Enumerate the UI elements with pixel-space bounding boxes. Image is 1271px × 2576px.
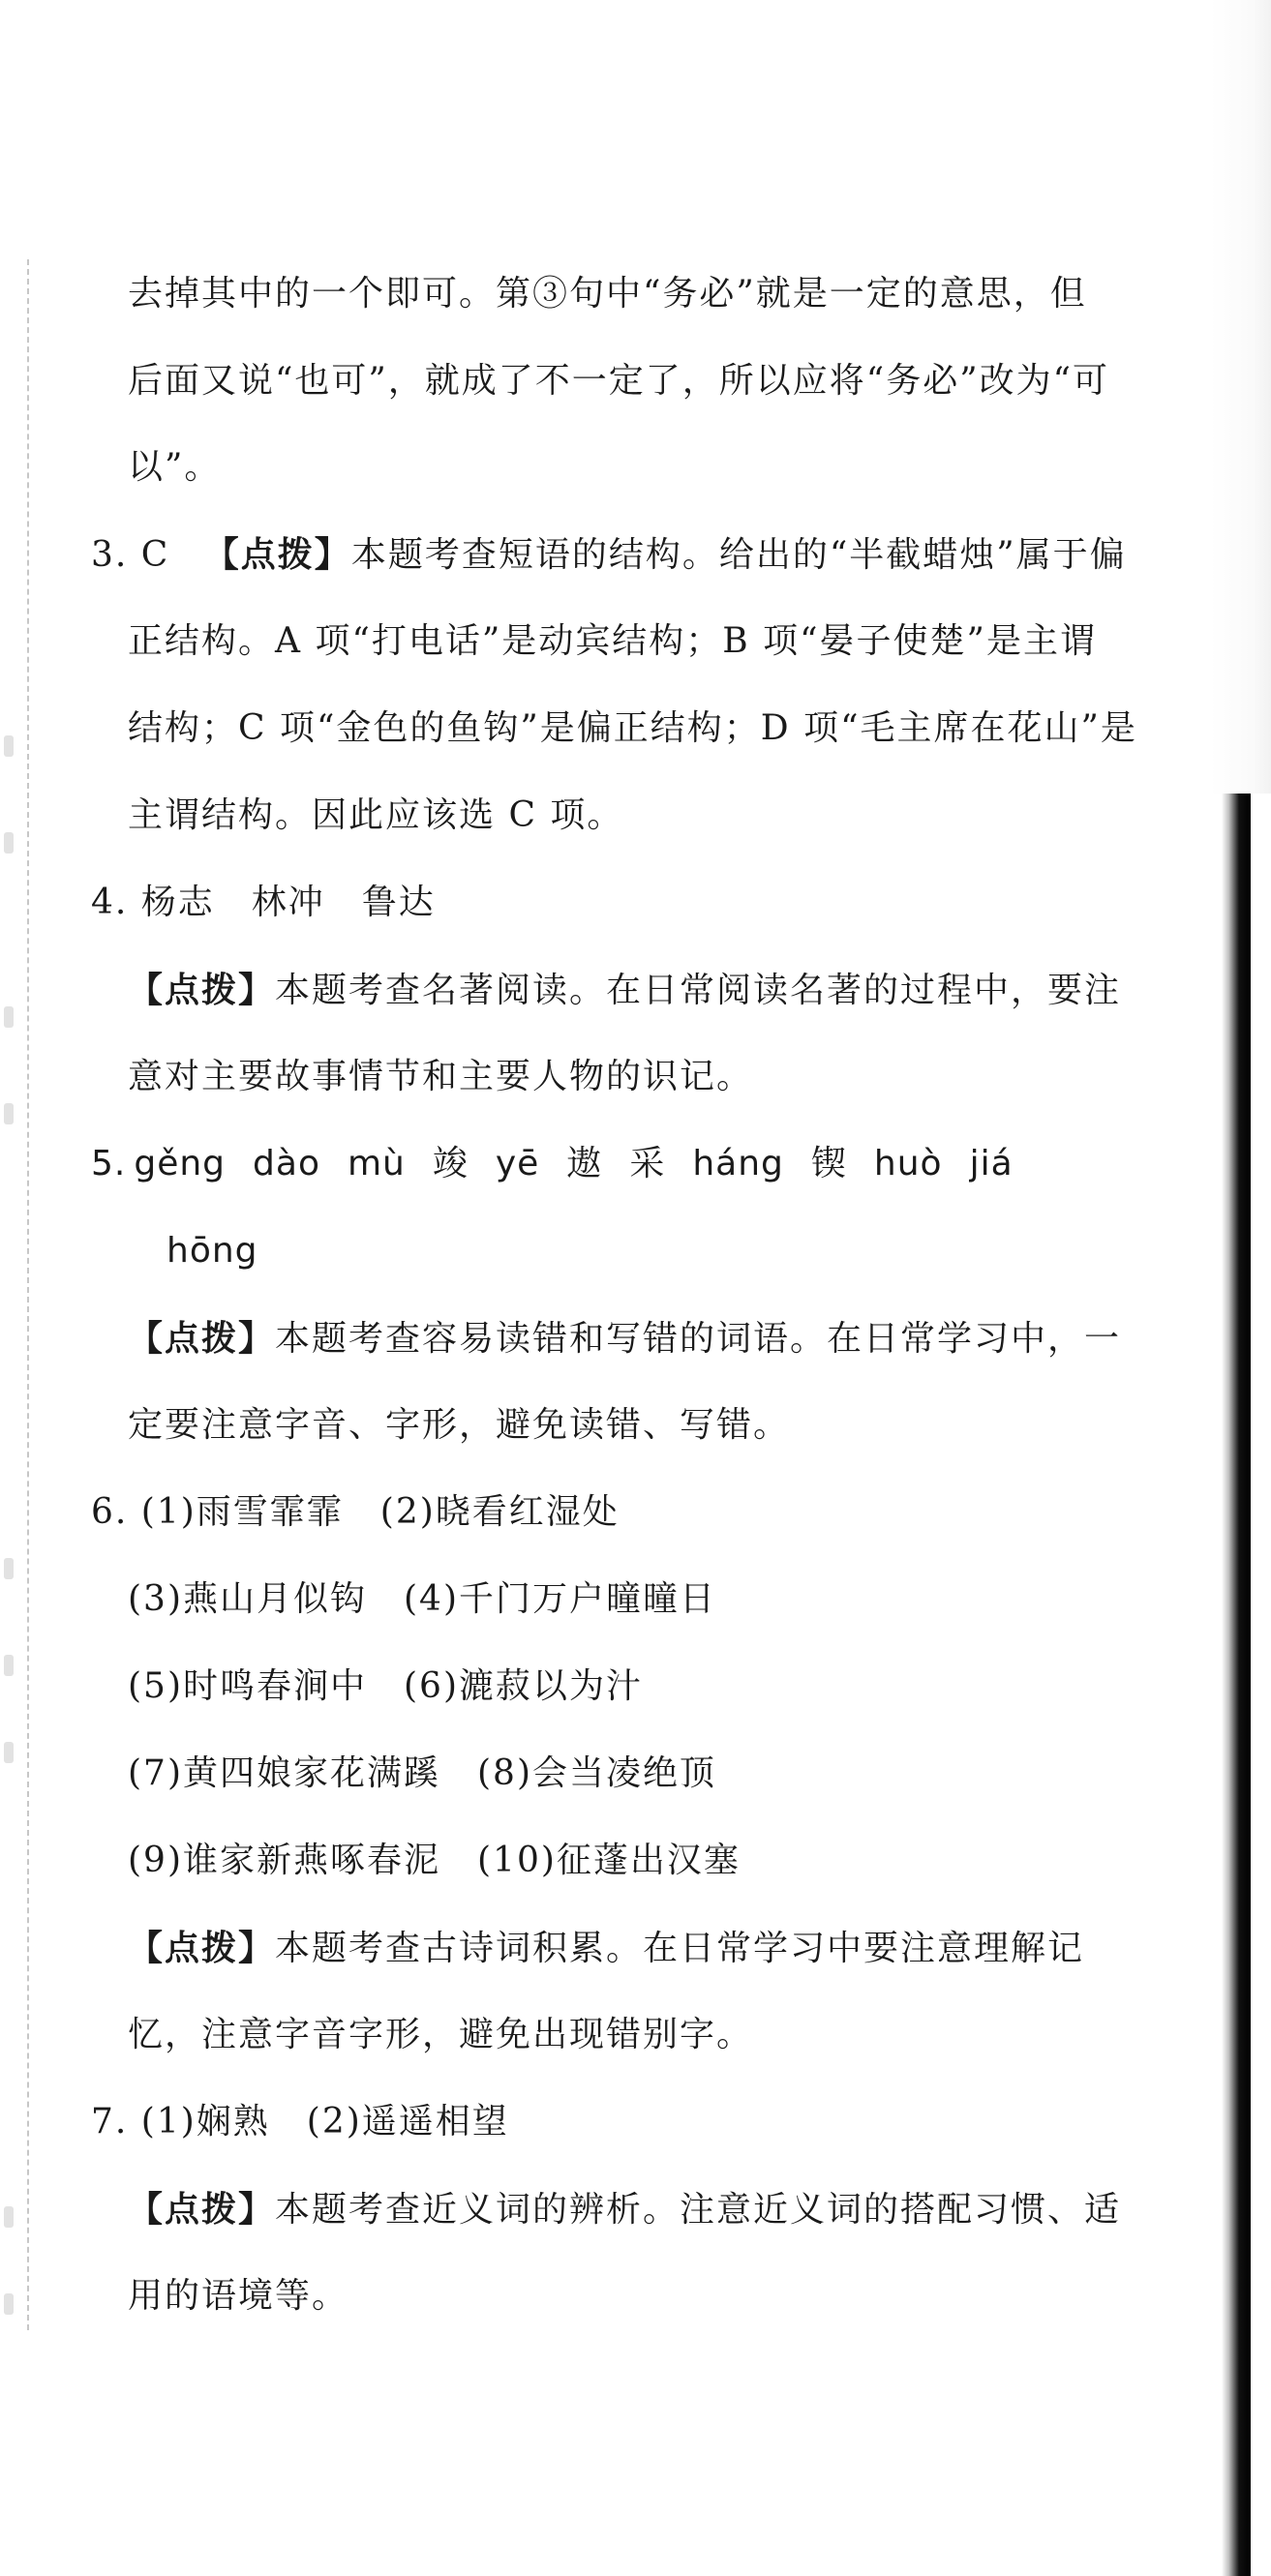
item-6-hint-line (128, 1921, 1084, 1975)
binding-mark (4, 1655, 14, 1676)
paragraph-line: 去掉其中的一个即可。第③句中“务必”就是一定的意思，但 (128, 274, 1087, 314)
item-4-hint-line (128, 963, 1121, 1017)
character-item: 遨 (566, 1144, 603, 1183)
hint-tag: 【点拨】 (128, 1318, 276, 1359)
hint-tag: 【点拨】 (128, 1928, 276, 1968)
binding-mark (4, 2293, 14, 2315)
character-item: 采 (629, 1144, 666, 1183)
item-6-answer-line: (9)谁家新燕啄春泥 (10)征蓬出汉塞 (128, 1841, 741, 1880)
binding-mark (4, 1742, 14, 1763)
item-3-first-line (91, 527, 1127, 582)
paragraph-line: 意对主要故事情节和主要人物的识记。 (128, 1057, 754, 1096)
item-number: 5. (91, 1144, 127, 1183)
character-item: 锲 (810, 1144, 847, 1183)
pinyin-item: háng (692, 1144, 784, 1183)
binding-mark (4, 735, 14, 757)
paragraph-line: 后面又说“也可”，就成了不一定了，所以应将“务必”改为“可 (128, 361, 1110, 401)
item-4-answer: 4. 杨志 林冲 鲁达 (91, 883, 436, 922)
item-6-answer-line: (3)燕山月似钩 (4)千门万户曈曈日 (128, 1579, 716, 1619)
hint-text: 本题考查近义词的辨析。注意近义词的搭配习惯、适 (275, 2190, 1122, 2230)
item-6-answer-line: (5)时鸣春涧中 (6)漉菽以为汁 (128, 1666, 643, 1706)
pinyin-item: yē (495, 1144, 540, 1183)
paragraph-line: 结构；C 项“金色的鱼钩”是偏正结构；D 项“毛主席在花山”是 (128, 708, 1137, 748)
hint-text: 本题考查名著阅读。在日常阅读名著的过程中，要注 (275, 971, 1122, 1010)
hint-text: 本题考查古诗词积累。在日常学习中要注意理解记 (275, 1929, 1085, 1968)
paragraph-line: 用的语境等。 (128, 2276, 349, 2316)
binding-mark (4, 1558, 14, 1579)
scan-margin (1210, 0, 1271, 794)
character-item: 竣 (432, 1144, 469, 1183)
hint-tag: 【点拨】 (203, 534, 351, 575)
hint-tag: 【点拨】 (128, 2189, 276, 2230)
binding-mark (4, 1006, 14, 1028)
pinyin-item: dào (253, 1144, 320, 1183)
pinyin-item: huò (873, 1144, 943, 1183)
binding-dashed-line (27, 259, 29, 2330)
hint-text: 本题考查短语的结构。给出的“半截蜡烛”属于偏 (350, 535, 1127, 575)
paragraph-line: 定要注意字音、字形，避免读错、写错。 (128, 1405, 791, 1445)
binding-mark (4, 2206, 14, 2228)
hint-tag: 【点拨】 (128, 970, 276, 1010)
binding-mark (4, 832, 14, 854)
item-number: 3. C (91, 535, 170, 575)
pinyin-item: gěng (134, 1144, 227, 1183)
pinyin-item: mù (347, 1144, 406, 1183)
hint-text: 本题考查容易读错和写错的词语。在日常学习中，一 (275, 1319, 1122, 1359)
item-5-pinyin-line (91, 1137, 1014, 1191)
pinyin-item: hōng (166, 1231, 258, 1271)
binding-mark (4, 1103, 14, 1124)
paragraph-line: 主谓结构。因此应该选 C 项。 (128, 795, 624, 835)
item-7-answer-line: 7. (1)娴熟 (2)遥遥相望 (91, 2102, 509, 2142)
item-7-hint-line (128, 2182, 1121, 2236)
paragraph-line: 忆，注意字音字形，避免出现错别字。 (128, 2015, 754, 2054)
pinyin-item: jiá (969, 1144, 1014, 1183)
item-5-hint-line (128, 1311, 1121, 1365)
paragraph-line: 以”。 (128, 447, 222, 487)
item-6-answer-line: (7)黄四娘家花满蹊 (8)会当凌绝顶 (128, 1753, 716, 1793)
paragraph-line: 正结构。A 项“打电话”是动宾结构；B 项“晏子使楚”是主谓 (128, 621, 1097, 661)
scan-shadow-edge (1222, 794, 1251, 2576)
item-6-answer-line: 6. (1)雨雪霏霏 (2)晓看红湿处 (91, 1492, 620, 1532)
